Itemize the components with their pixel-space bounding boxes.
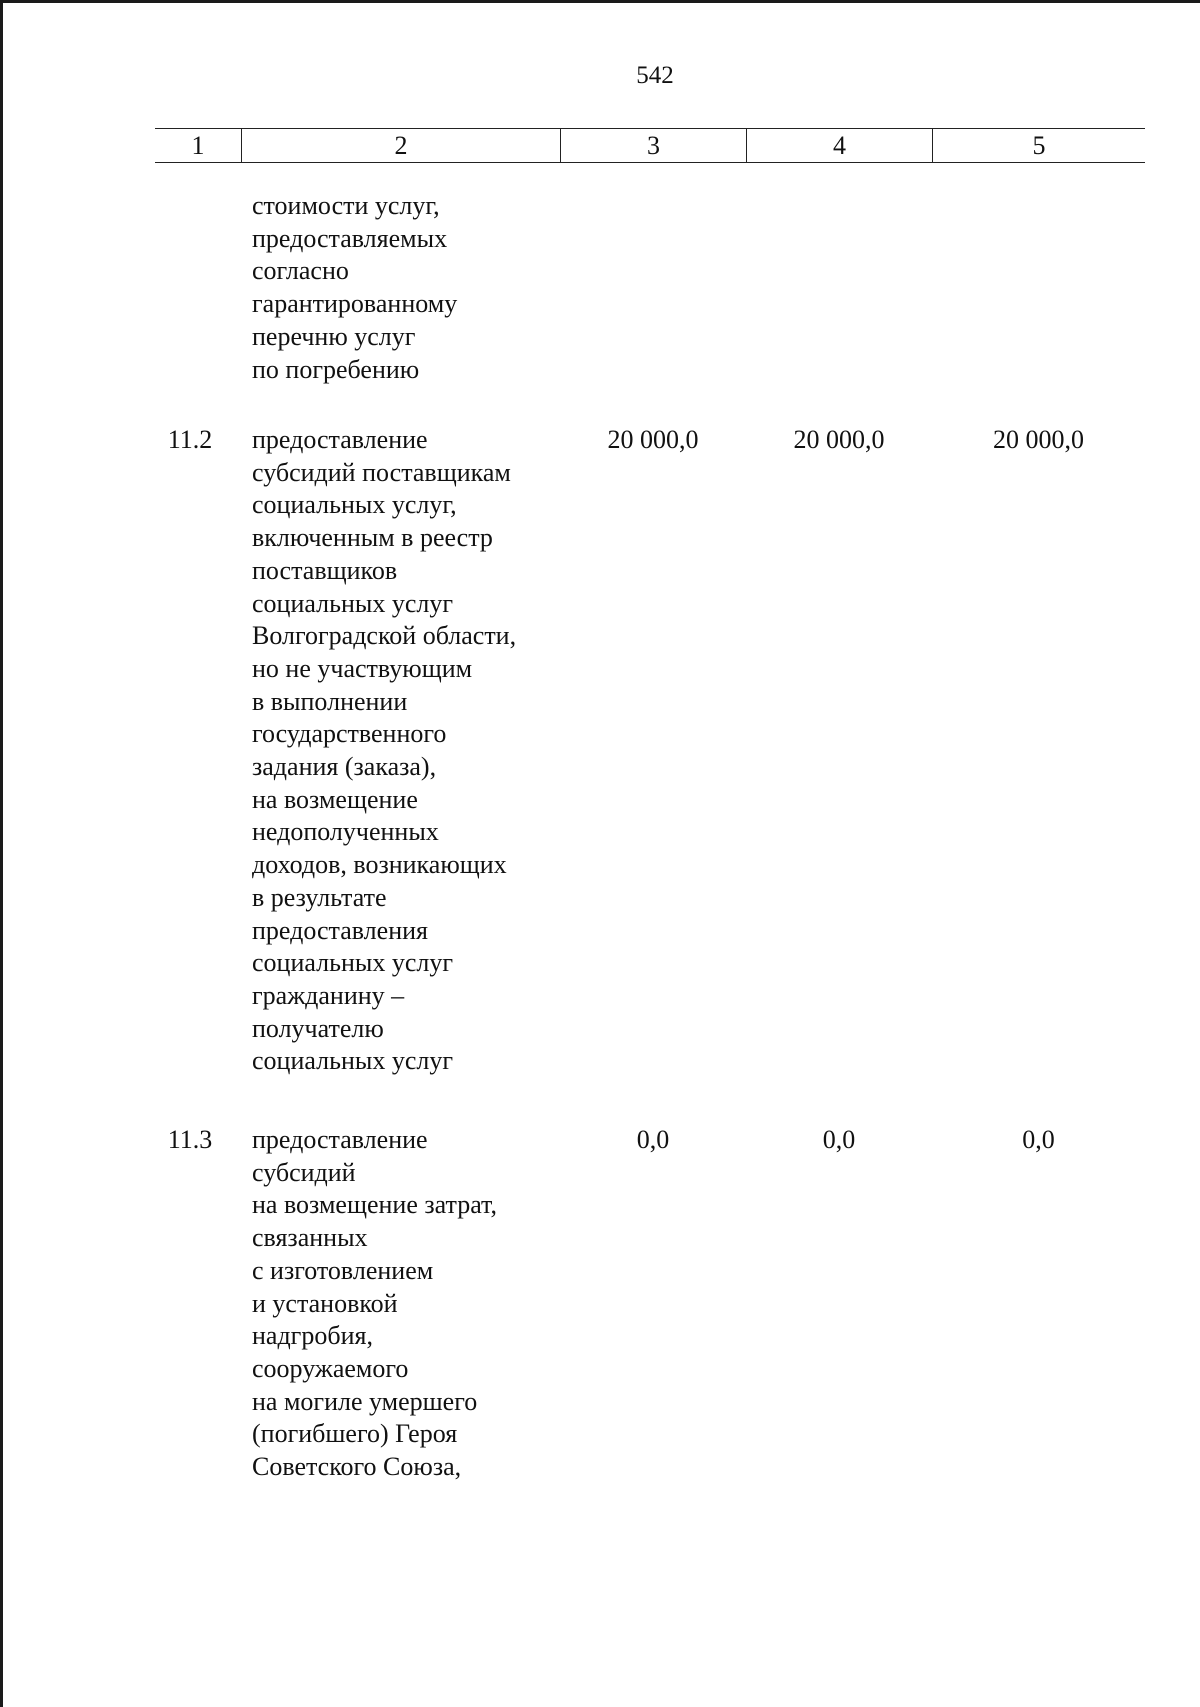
column-header-4: 4	[746, 129, 932, 162]
column-header-1: 1	[191, 131, 205, 160]
table-header-row	[155, 128, 1145, 163]
column-header-2: 2	[241, 129, 560, 162]
row-description: предоставление субсидий на возмещение затрат, связанных с изготовлением и установкой надгробия, сооружаемого на могиле умершего (погибшего) Героя Советского Союза,	[252, 1125, 497, 1482]
row-value-col5: 20 000,0	[993, 425, 1084, 454]
row-number: 11.3	[167, 1125, 213, 1154]
row-value-col3: 20 000,0	[607, 425, 699, 454]
row-value-col3: 0,0	[636, 1125, 670, 1154]
page-number: 542	[636, 62, 674, 89]
column-header-5: 5	[932, 129, 1145, 162]
row-description: стоимости услуг, предоставляемых согласно гарантированному перечню услуг по погребению	[252, 191, 458, 384]
row-value-col4: 20 000,0	[793, 425, 885, 454]
row-number: 11.2	[167, 425, 213, 454]
row-value-col4: 0,0	[822, 1125, 856, 1154]
scan-edge-left	[0, 0, 3, 1707]
column-header-3: 3	[560, 129, 746, 162]
row-description: предоставление субсидий поставщикам социальных услуг, включенным в реестр поставщиков социальных услуг Волгоградской области, но не участвующим в выполнении государственного задания (заказа), на возмещение недополученных доходов, возникающих в результате предоставления социальных услуг гражданину – получателю социальных услуг	[252, 425, 517, 1076]
scan-edge-top	[0, 0, 1200, 3]
row-value-col5: 0,0	[1022, 1125, 1055, 1154]
